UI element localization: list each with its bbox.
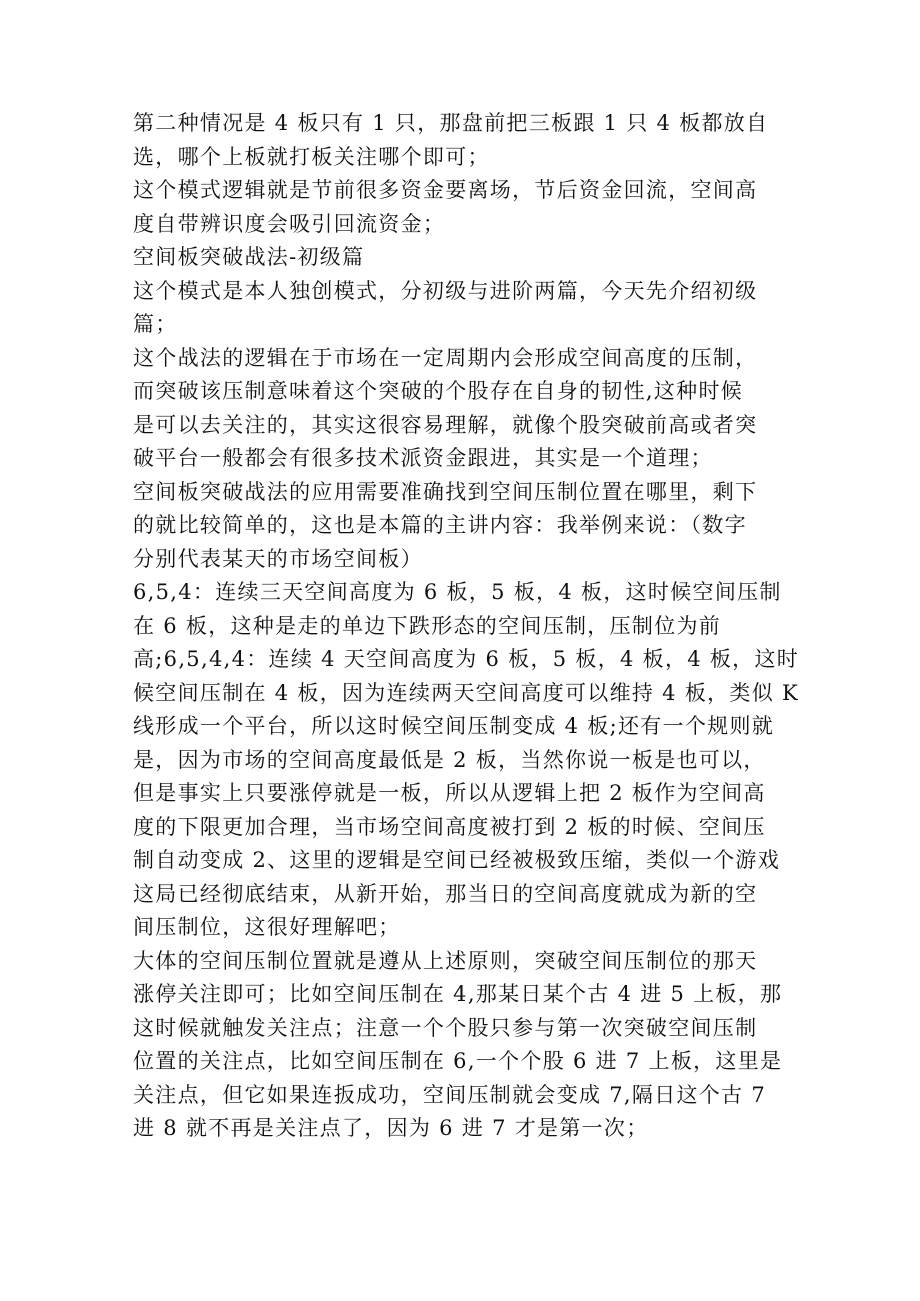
text-line: 大体的空间压制位置就是遵从上述原则，突破空间压制位的那天 (133, 948, 758, 973)
text-line: 是可以去关注的，其实这很容易理解，就像个股突破前高或者突 (133, 412, 758, 437)
text-line: 线形成一个平台，所以这时候空间压制变成 4 板;还有一个规则就 (133, 714, 775, 738)
text-line: 但是事实上只要涨停就是一板，所以从逻辑上把 2 板作为空间高 (133, 781, 766, 805)
text-line: 候空间压制在 4 板，因为连续两天空间高度可以维持 4 板，类似 K (133, 680, 799, 705)
text-line: 分别代表某天的市场空间板） (133, 546, 423, 571)
text-line: 制自动变成 2、这里的逻辑是空间已经被极致压缩，类似一个游戏 (133, 848, 781, 872)
text-line: 这个模式是本人独创模式，分初级与进阶两篇，今天先介绍初级 (133, 278, 758, 303)
text-line: 空间板突破战法的应用需要准确找到空间压制位置在哪里，剩下 (133, 479, 758, 504)
text-line: 涨停关注即可；比如空间压制在 4,那某日某个古 4 进 5 上板，那 (133, 982, 783, 1006)
text-line: 的就比较简单的，这也是本篇的主讲内容：我举例来说：（数字 (133, 513, 747, 537)
text-line: 是，因为市场的空间高度最低是 2 板，当然你说一板是也可以， (133, 747, 766, 772)
text-line: 在 6 板，这种是走的单边下跌形态的空间压制，压制位为前 (133, 613, 722, 638)
text-line: 度的下限更加合理，当市场空间高度被打到 2 板的时候、空间压 (133, 814, 766, 839)
document-body (133, 107, 800, 1146)
text-line: 选，哪个上板就打板关注哪个即可； (133, 144, 490, 169)
text-line: 这局已经彻底结束，从新开始，那当日的空间高度就成为新的空 (133, 881, 758, 906)
text-line: 这时候就触发关注点；注意一个个股只参与第一次突破空间压制 (133, 1015, 758, 1040)
text-line: 这个战法的逻辑在于市场在一定周期内会形成空间高度的压制， (133, 345, 758, 370)
section-heading: 空间板突破战法-初级篇 (133, 245, 365, 269)
text-line: 6,5,4：连续三天空间高度为 6 板，5 板，4 板，这时候空间压制 (133, 580, 782, 604)
text-line: 高;6,5,4,4：连续 4 天空间高度为 6 板，5 板，4 板，4 板，这时 (133, 647, 800, 671)
text-line: 篇； (133, 312, 178, 336)
text-line: 关注点，但它如果连扳成功，空间压制就会变成 7,隔日这个古 7 (133, 1082, 767, 1107)
text-line: 第二种情况是 4 板只有 1 只，那盘前把三板跟 1 只 4 板都放自 (133, 111, 769, 135)
text-line: 位置的关注点，比如空间压制在 6,一个个股 6 进 7 上板，这里是 (133, 1049, 783, 1073)
text-line: 而突破该压制意味着这个突破的个股存在自身的韧性,这种时候 (133, 379, 744, 403)
text-line: 进 8 就不再是关注点了，因为 6 进 7 才是第一次； (133, 1116, 649, 1140)
text-line: 这个模式逻辑就是节前很多资金要离场，节后资金回流，空间高 (133, 178, 758, 202)
text-line: 间压制位，这很好理解吧； (133, 915, 401, 939)
text-line: 破平台一般都会有很多技术派资金跟进，其实是一个道理； (133, 446, 713, 470)
text-line: 度自带辨识度会吸引回流资金； (133, 211, 446, 236)
